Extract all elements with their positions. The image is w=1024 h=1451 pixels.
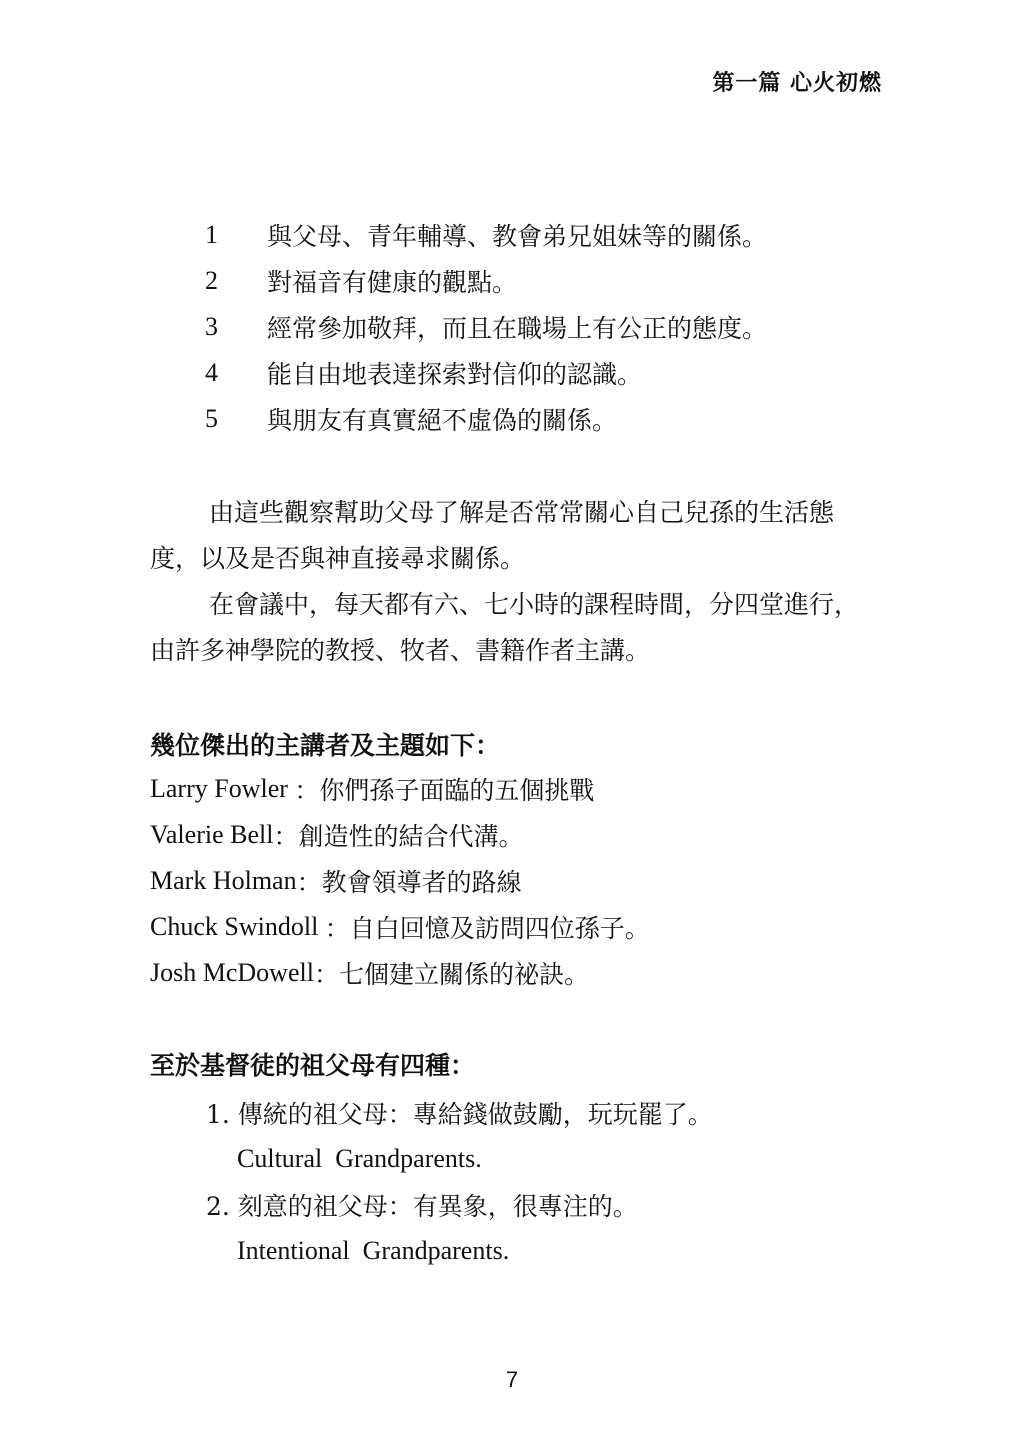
speaker-name: Mark Holman xyxy=(150,866,297,895)
list-item-number: 4 xyxy=(205,358,218,387)
speaker-item xyxy=(150,950,890,996)
speaker-item xyxy=(150,858,890,904)
grandparent-type-label: 1. 傳統的祖父母：專給錢做鼓勵，玩玩罷了。 xyxy=(206,1100,713,1129)
grandparent-type-english xyxy=(206,1228,906,1274)
grandparents-heading: 至於基督徒的祖父母有四種： xyxy=(150,1051,476,1080)
speaker-item xyxy=(150,812,890,858)
list-item-number: 1 xyxy=(205,220,218,249)
list-item-text: 經常參加敬拜，而且在職場上有公正的態度。 xyxy=(267,314,768,343)
speaker-topic: ：你們孫子面臨的五個挑戰 xyxy=(294,776,595,805)
grandparent-types-list xyxy=(206,1090,906,1274)
grandparent-type-english xyxy=(206,1136,906,1182)
paragraph-observations: 由這些觀察幫助父母了解是否常常關心自己兒孫的生活態度，以及是否與神直接尋求關係。 xyxy=(150,498,835,573)
list-item xyxy=(205,350,905,396)
list-item-text: 與父母、青年輔導、教會弟兄姐妹等的關係。 xyxy=(267,222,768,251)
list-item-text: 對福音有健康的觀點。 xyxy=(267,268,518,297)
speaker-name: Josh McDowell xyxy=(150,958,314,987)
list-item-number: 2 xyxy=(205,266,218,295)
list-item-number: 3 xyxy=(205,312,218,341)
list-item xyxy=(205,258,905,304)
list-item-text: 與朋友有真實絕不虛偽的關係。 xyxy=(267,406,618,435)
paragraph-conference: 在會議中，每天都有六、七小時的課程時間，分四堂進行，由許多神學院的教授、牧者、書籍作者主講。 xyxy=(150,590,860,665)
list-item xyxy=(205,396,905,442)
speaker-name: Larry Fowler xyxy=(150,774,295,803)
speaker-topic: ：七個建立關係的祕訣。 xyxy=(313,960,589,989)
list-item-text: 能自由地表達探索對信仰的認識。 xyxy=(267,360,643,389)
speaker-topic: ：教會領導者的路線 xyxy=(296,868,522,897)
grandparent-type-label: 2. 刻意的祖父母：有異象，很專注的。 xyxy=(206,1192,638,1221)
speaker-name: Valerie Bell xyxy=(150,820,274,849)
numbered-list xyxy=(205,212,905,442)
speaker-name: Chuck Swindoll xyxy=(150,912,325,941)
page-number: 7 xyxy=(505,1367,519,1392)
speaker-topic: ：創造性的結合代溝。 xyxy=(273,822,524,851)
speaker-item xyxy=(150,766,890,812)
speakers-heading: 幾位傑出的主講者及主題如下： xyxy=(150,731,501,760)
list-item-number: 5 xyxy=(205,404,218,433)
list-item xyxy=(205,304,905,350)
chapter-header: 第一篇 心火初燃 xyxy=(712,71,882,96)
speakers-list xyxy=(150,766,890,996)
grandparent-type-english-text: Cultural Grandparents. xyxy=(237,1144,482,1173)
speaker-topic: ：自白回憶及訪問四位孫子。 xyxy=(324,914,650,943)
list-item xyxy=(205,212,905,258)
speaker-item xyxy=(150,904,890,950)
grandparent-type-english-text: Intentional Grandparents. xyxy=(237,1236,510,1265)
